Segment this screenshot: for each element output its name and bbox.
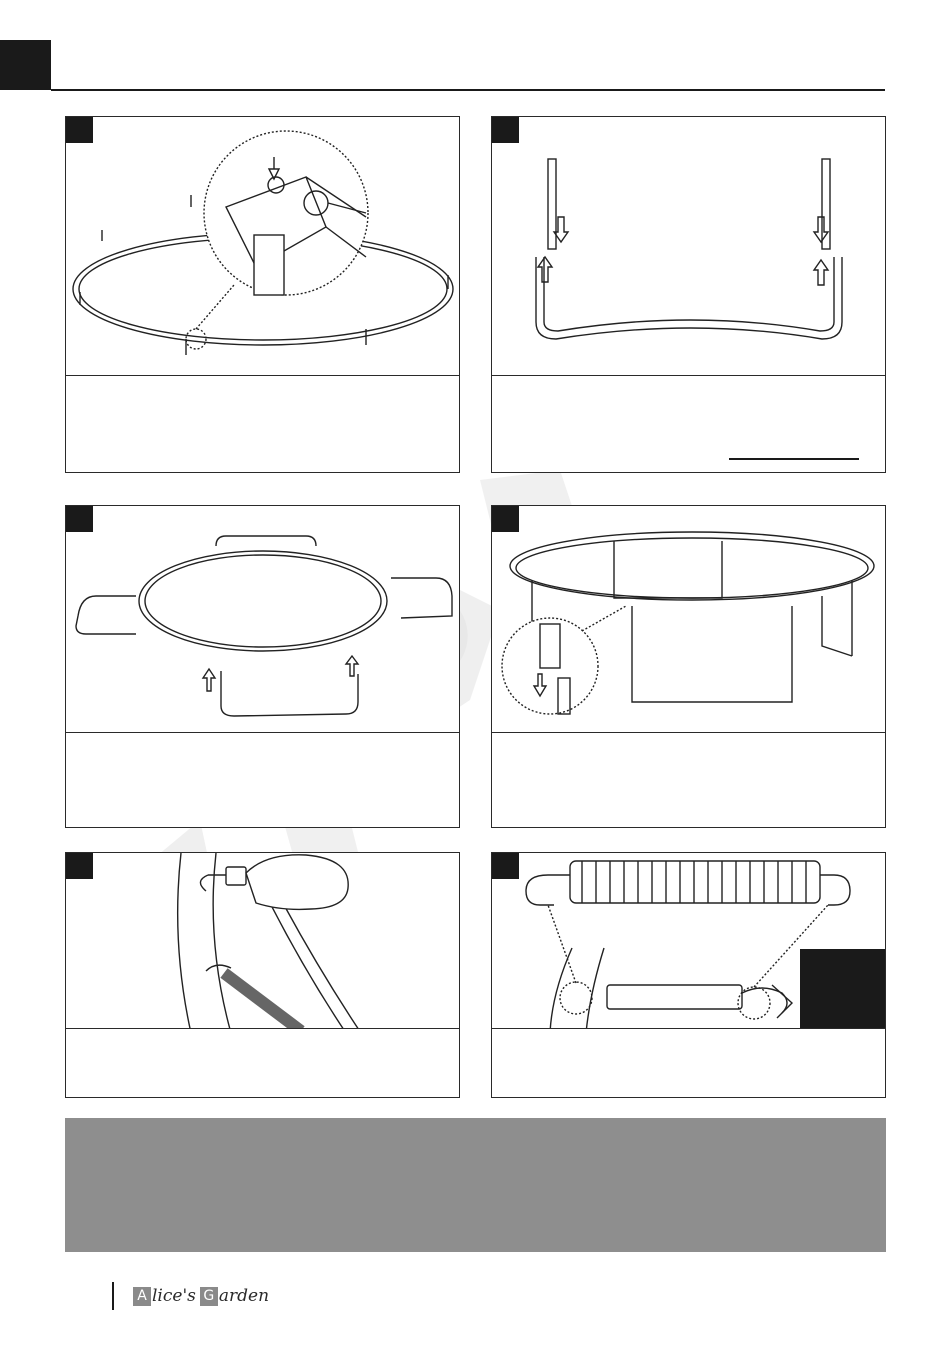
spring-hooking-hand-icon <box>66 853 460 1032</box>
step-caption-1 <box>65 375 460 473</box>
step-panel-6 <box>491 852 886 1032</box>
step-caption-4 <box>491 732 886 828</box>
step-panel-1 <box>65 116 460 376</box>
logo-initial-a: A <box>133 1287 151 1306</box>
step-caption-5 <box>65 1028 460 1098</box>
step-caption-2 <box>491 375 886 473</box>
step-panel-5 <box>65 852 460 1032</box>
caption-underline <box>729 458 859 460</box>
spring-tool-icon <box>492 853 886 1032</box>
trampoline-ring-frame-icon <box>66 117 460 376</box>
step-caption-6 <box>491 1028 886 1098</box>
logo-text-alices: lice's <box>152 1286 196 1306</box>
step-panel-4 <box>491 505 886 735</box>
header-block <box>0 40 51 90</box>
step-panel-3 <box>65 505 460 735</box>
notice-box <box>65 1118 886 1252</box>
header-rule <box>51 89 885 91</box>
assembled-frame-icon <box>492 506 886 735</box>
legs-insertion-icon <box>66 506 460 735</box>
logo-text-garden: arden <box>218 1286 270 1306</box>
step-caption-3 <box>65 732 460 828</box>
brand-logo <box>133 1283 272 1309</box>
u-leg-assembly-icon <box>492 117 886 376</box>
footer-rule <box>112 1282 114 1310</box>
logo-initial-g: G <box>200 1287 218 1306</box>
step-panel-2 <box>491 116 886 376</box>
